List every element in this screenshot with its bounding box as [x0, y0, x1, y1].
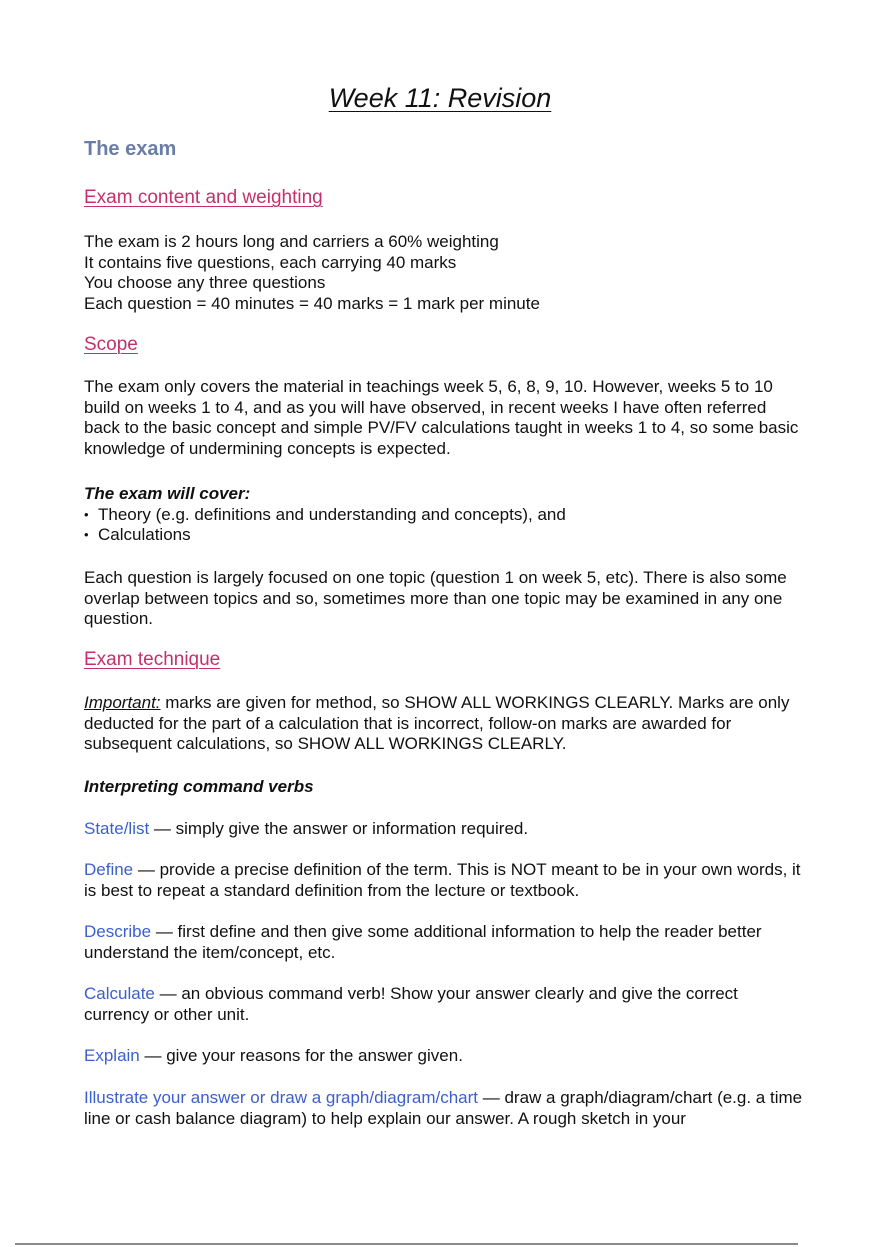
cover-label: The exam will cover: [84, 484, 251, 503]
verb-item: Define — provide a precise definition of the term. This is NOT meant to be in your own words, it is best to repeat a standard definition from the lecture or textbook. [84, 860, 801, 900]
scope-heading: Scope [84, 334, 138, 355]
page-divider [15, 1243, 798, 1245]
verbs-heading: Interpreting command verbs [84, 777, 314, 796]
verb-item: Describe — first define and then give some additional information to help the reader better understand the item/concept, etc. [84, 922, 762, 962]
content-heading: Exam content and weighting [84, 187, 323, 208]
verb-item: Explain — give your reasons for the answer given. [84, 1046, 463, 1065]
technique-heading: Exam technique [84, 649, 221, 670]
technique-paragraph: Important: marks are given for method, so SHOW ALL WORKINGS CLEARLY. Marks are only deducted for the part of a calculation that is incorrect, follow-on marks are awarded for subsequent calculations, so SHOW ALL WORKINGS CLEARLY. [84, 693, 790, 754]
verb-item: State/list — simply give the answer or information required. [84, 819, 529, 838]
cover-list [84, 484, 804, 546]
list-item: • Theory (e.g. definitions and understanding and concepts), and [84, 505, 804, 526]
list-item: • Calculations [84, 525, 804, 546]
verb-item: Calculate — an obvious command verb! Show your answer clearly and give the correct currency or other unit. [84, 984, 738, 1024]
scope-paragraph-2: Each question is largely focused on one topic (question 1 on week 5, etc). There is also some overlap between topics and so, sometimes more than one topic may be examined in any one question. [84, 568, 787, 629]
page-title: Week 11: Revision [328, 83, 552, 113]
scope-paragraph: The exam only covers the material in teachings week 5, 6, 8, 9, 10. However, weeks 5 to 10 build on weeks 1 to 4, and as you will have observed, in recent weeks I have often referred back to the basic concept and simple PV/FV calculations taught in weeks 1 to 4, so some basic knowledge of undermining concepts is expected. [84, 377, 799, 458]
verb-item: Illustrate your answer or draw a graph/diagram/chart — draw a graph/diagram/chart (e.g. a time line or cash balance diagram) to help explain our answer. A rough sketch in your [84, 1088, 803, 1128]
content-paragraph: The exam is 2 hours long and carriers a 60% weighting It contains five questions, each carrying 40 marks You choose any three questions Each question = 40 minutes = 40 marks = 1 mark per minute [84, 232, 540, 313]
section-heading: The exam [84, 138, 177, 160]
